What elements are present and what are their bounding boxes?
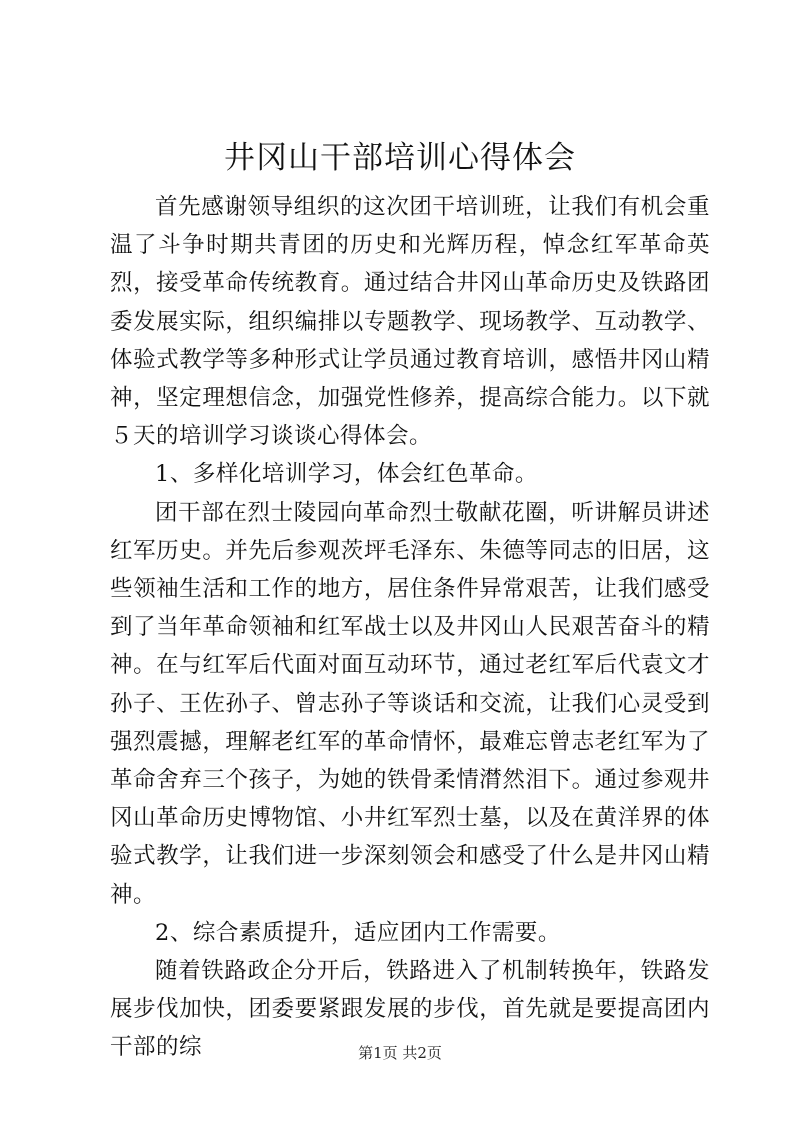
page-number-footer: 第1页 共2页 (358, 1044, 442, 1062)
paragraph-section-1: 团干部在烈士陵园向革命烈士敬献花圈，听讲解员讲述红军历史。并先后参观茨坪毛泽东、朱德等同志的旧居，这些领袖生活和工作的地方，居住条件异常艰苦，让我们感受到了当年革命领袖和红军战士以及井冈山人民艰苦奋斗的精神。在与红军后代面对面互动环节，通过老红军后代袁文才孙子、王佐孙子、曾志孙子等谈话和交流，让我们心灵受到强烈震撼，理解老红军的革命情怀，最难忘曾志老红军为了革命舍弃三个孩子，为她的铁骨柔情潸然泪下。通过参观井冈山革命历史博物馆、小井红军烈士墓，以及在黄洋界的体验式教学，让我们进一步深刻领会和感受了什么是井冈山精神。 (110, 499, 710, 908)
section-heading-2: 2、综合素质提升，适应团内工作需要。 (155, 919, 561, 946)
paragraph-intro: 首先感谢领导组织的这次团干培训班，让我们有机会重温了斗争时期共青团的历史和光辉历程，悼念红军革命英烈，接受革命传统教育。通过结合井冈山革命历史及铁路团委发展实际，组织编排以专题教学、现场教学、互动教学、体验式教学等多种形式让学员通过教育培训，感悟井冈山精神，坚定理想信念，加强党性修养，提高综合能力。以下就５天的培训学习谈谈心得体会。 (110, 194, 710, 450)
paragraph-section-2: 随着铁路政企分开后，铁路进入了机制转换年，铁路发展步伐加快，团委要紧跟发展的步伐，首先就是要提高团内干部的综 (110, 958, 710, 1061)
document-body (110, 188, 710, 1067)
section-heading-1: 1、多样化培训学习，体会红色革命。 (155, 461, 538, 488)
document-title: 井冈山干部培训心得体会 (224, 140, 576, 176)
